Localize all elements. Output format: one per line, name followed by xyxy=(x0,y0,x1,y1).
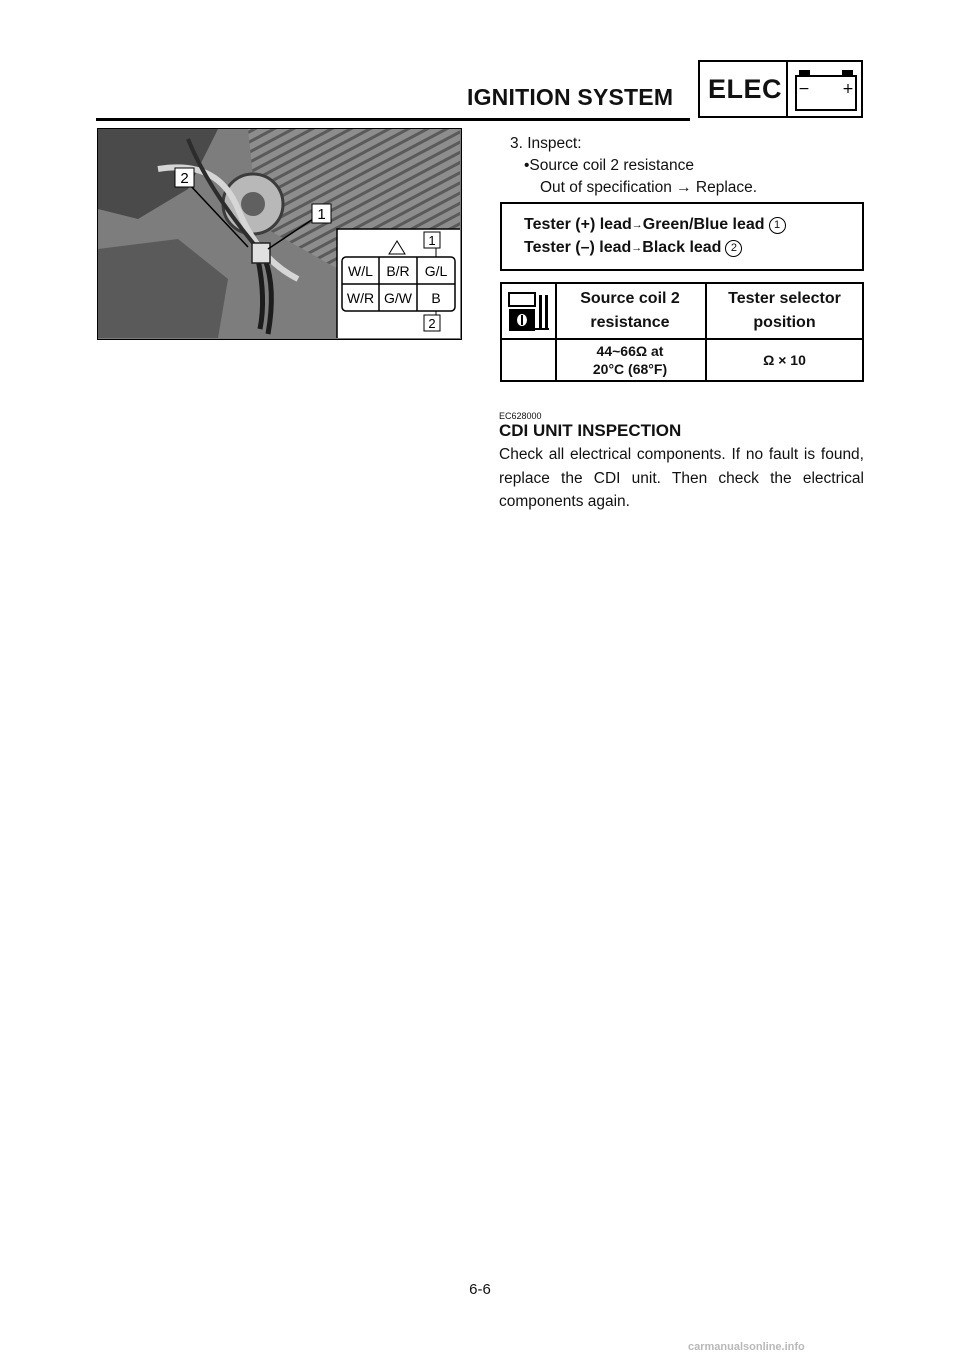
tester-minus-line xyxy=(524,239,742,257)
selector-value: Ω × 10 xyxy=(763,352,806,368)
multimeter-icon xyxy=(507,291,551,333)
inset-callout-1: 1 xyxy=(428,233,436,248)
cdi-paragraph: Check all electrical components. If no fault is found, replace the CDI unit. Then check the electrical components again. xyxy=(499,446,864,510)
ref-2-icon: 2 xyxy=(725,240,742,257)
ec-code: EC628000 xyxy=(499,411,542,421)
spec-table xyxy=(500,282,864,382)
watermark: carmanualsonline.info xyxy=(688,1341,805,1353)
page-number: 6-6 xyxy=(469,1281,491,1298)
section-title: IGNITION SYSTEM xyxy=(467,84,674,110)
col-header-resistance-a: Source coil 2 xyxy=(580,290,680,307)
resistance-value-a: 44~66Ω at xyxy=(596,343,664,359)
wire-b: B xyxy=(431,290,441,306)
tester-minus-value: Black lead xyxy=(642,239,722,256)
tester-minus-label: Tester (–) lead xyxy=(524,239,632,256)
col-header-resistance xyxy=(555,287,705,335)
wire-wr: W/R xyxy=(346,290,375,306)
battery-plus: + xyxy=(842,81,854,97)
cdi-heading: CDI UNIT INSPECTION xyxy=(499,421,682,440)
tester-plus-value: Green/Blue lead xyxy=(642,216,765,233)
tester-plus-line xyxy=(524,216,786,234)
spec-instruction: Out of specification → Replace. xyxy=(540,179,758,196)
arrow-icon: → xyxy=(631,242,643,254)
wire-br: B/R xyxy=(386,263,410,279)
source-coil-photo xyxy=(97,128,462,340)
ref-1-icon: 1 xyxy=(769,217,786,234)
battery-icon xyxy=(793,66,859,114)
step-3: 3. Inspect: xyxy=(510,135,582,152)
section-badge xyxy=(698,60,863,118)
badge-divider xyxy=(786,62,788,116)
inset-callout-2: 2 xyxy=(428,316,436,331)
table-divider xyxy=(502,338,862,340)
bullet-source-coil: •Source coil 2 resistance xyxy=(524,157,694,174)
col-header-selector-a: Tester selector xyxy=(728,290,841,307)
callout-2: 2 xyxy=(180,170,189,187)
resistance-value xyxy=(555,342,705,378)
resistance-value-b: 20°C (68°F) xyxy=(592,361,668,377)
tester-plus-label: Tester (+) lead xyxy=(524,216,632,233)
callout-1: 1 xyxy=(317,206,326,223)
header-rule xyxy=(96,118,690,121)
tester-lead-box xyxy=(500,202,864,271)
arrow-icon: → xyxy=(631,219,643,231)
col-header-selector xyxy=(705,287,864,335)
engine-photo xyxy=(98,129,460,338)
battery-minus: − xyxy=(798,81,810,97)
col-header-selector-b: position xyxy=(753,314,816,331)
col-header-resistance-b: resistance xyxy=(590,314,670,331)
section-code: ELEC xyxy=(708,74,783,104)
wire-gw: G/W xyxy=(384,290,412,306)
wire-wl: W/L xyxy=(348,263,373,279)
connector-diagram xyxy=(337,229,460,338)
wire-gl: G/L xyxy=(424,263,448,279)
